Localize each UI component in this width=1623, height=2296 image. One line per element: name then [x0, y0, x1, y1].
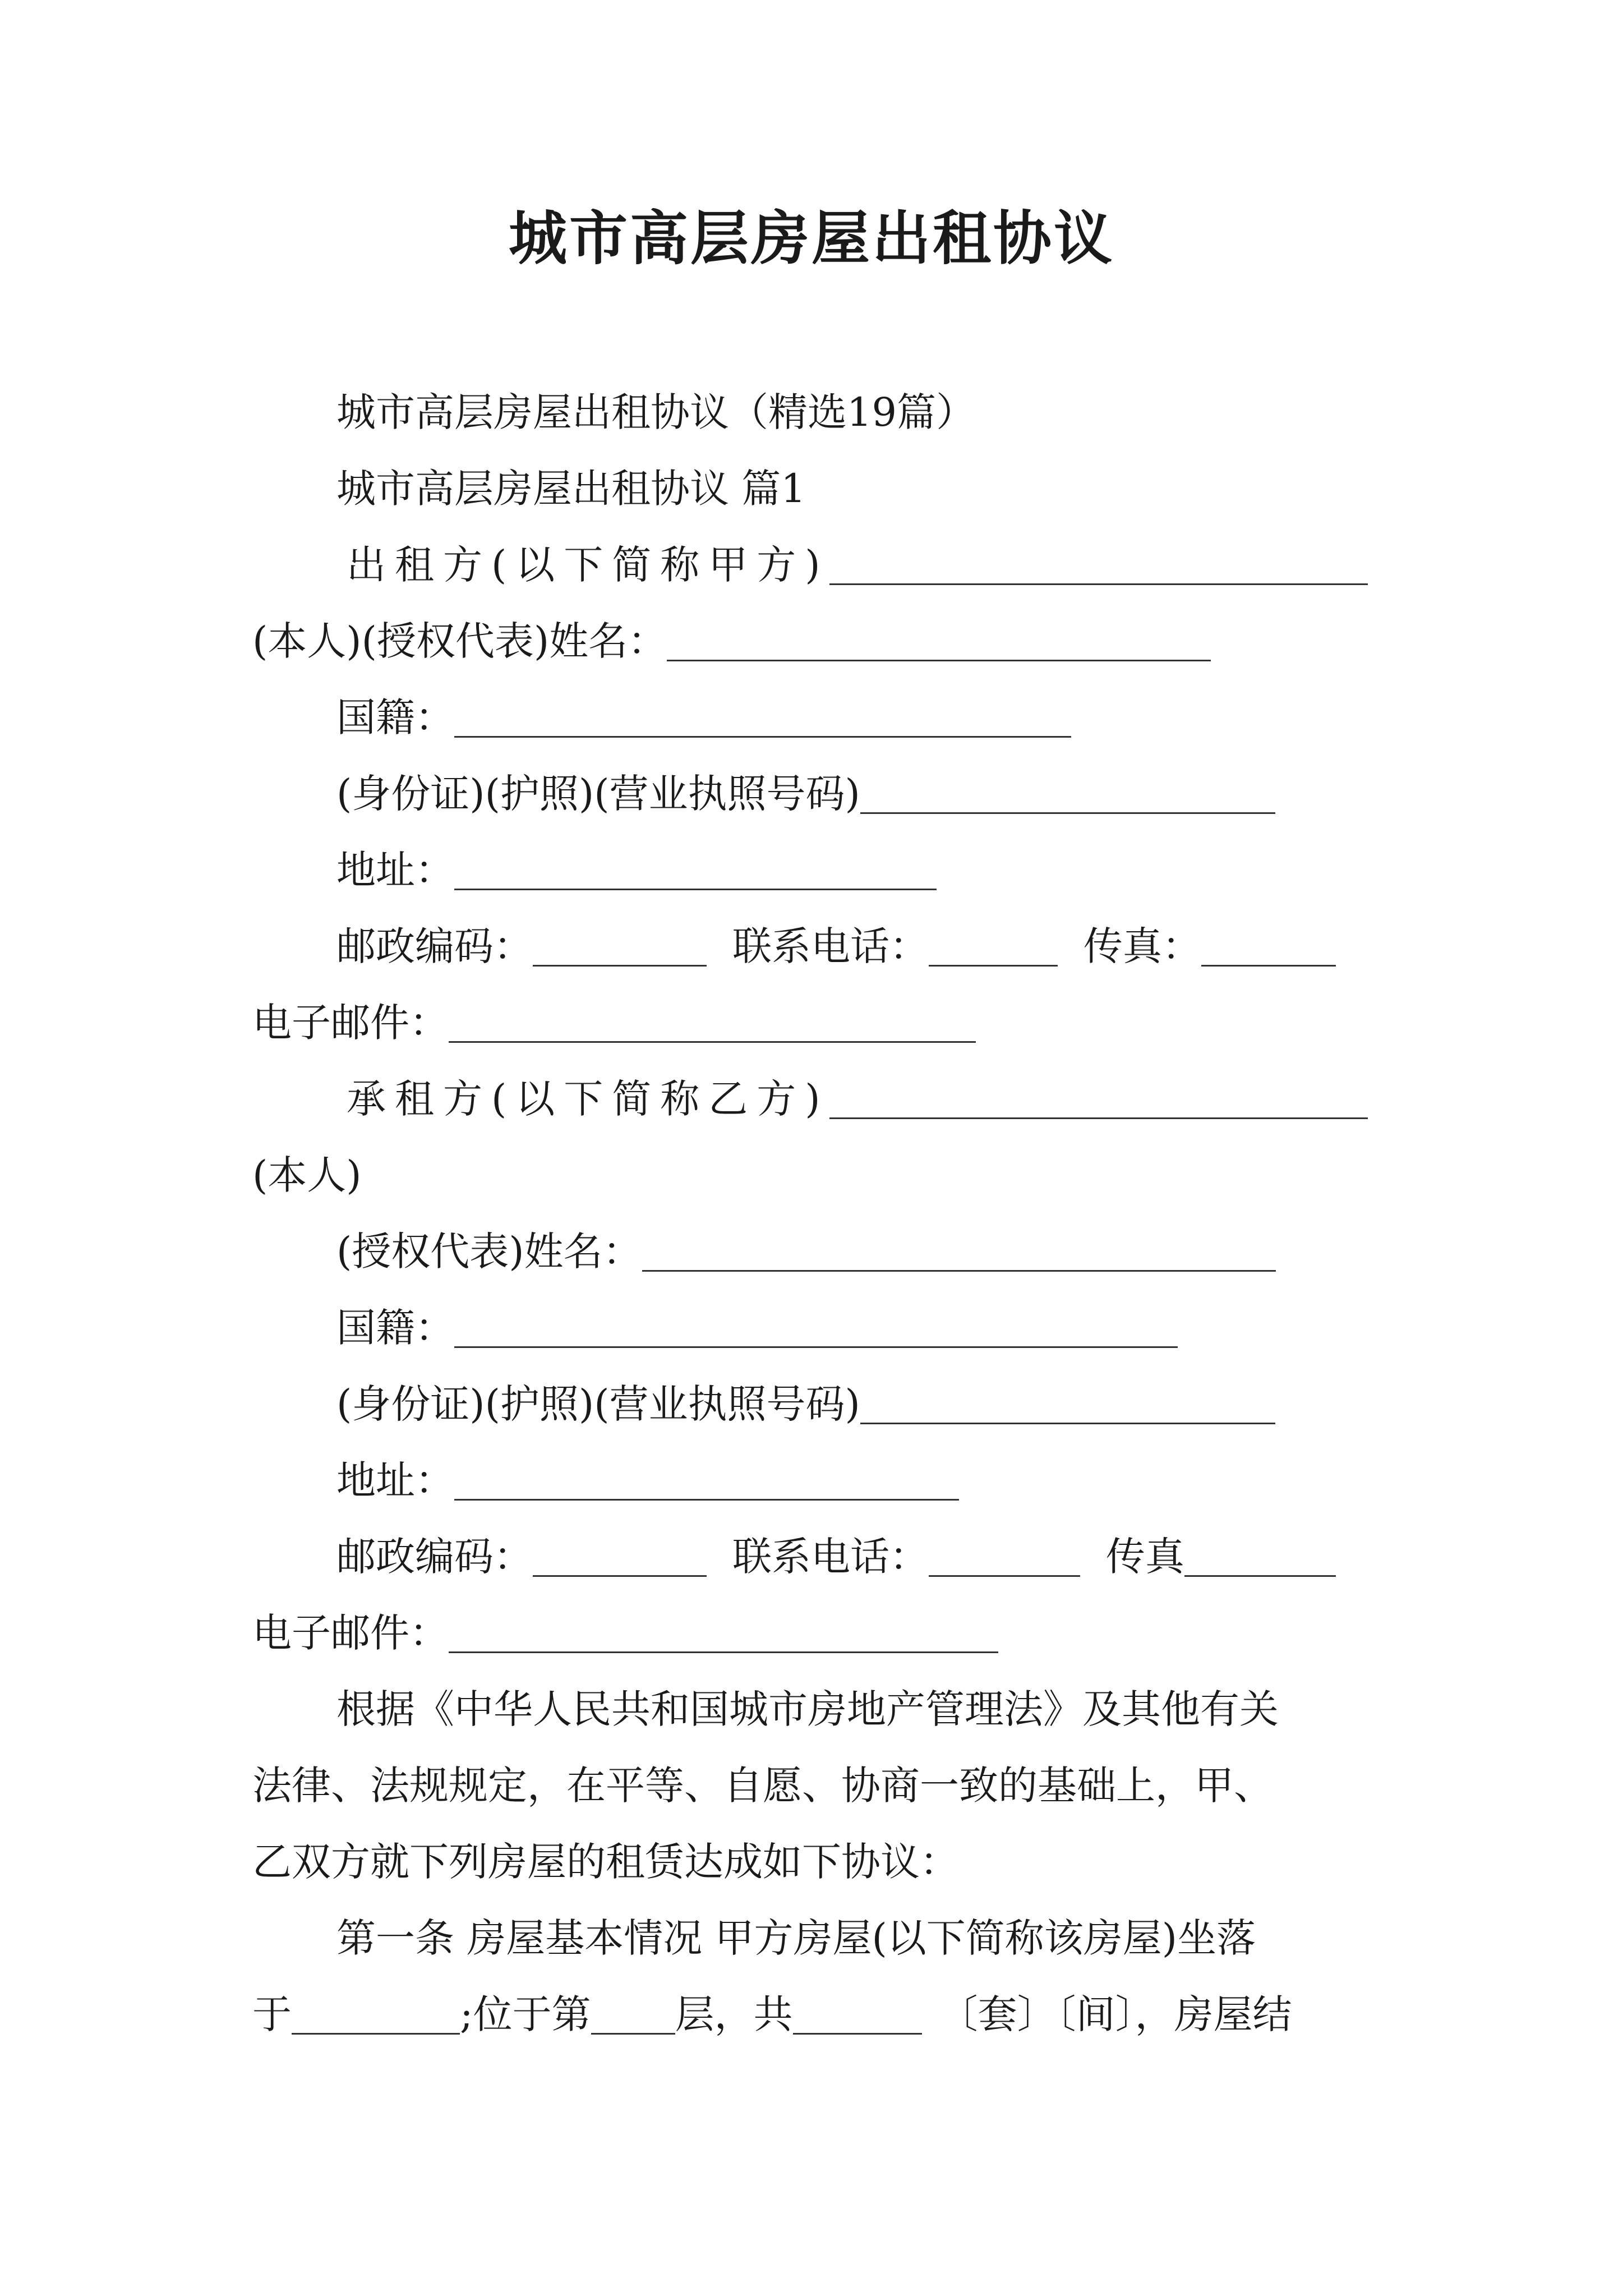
- lessee-address-line: 地址：: [336, 1455, 959, 1506]
- lessor-id-line: (身份证)(护照)(营业执照号码): [336, 769, 1275, 819]
- lessee-blank: [829, 1084, 1368, 1119]
- lessee-email-blank: [449, 1618, 998, 1653]
- lessee-contact-line: 邮政编码： 联系电话： 传真: [336, 1531, 1336, 1582]
- lessor-postcode-blank: [533, 931, 707, 967]
- lessee-address-blank: [454, 1465, 959, 1501]
- lessee-phone-blank: [929, 1542, 1080, 1577]
- article-1-line-2: 于 ;位于第 层，共 〔套〕〔间〕，房屋结: [252, 1991, 1292, 2037]
- lessor-address-blank: [454, 855, 937, 890]
- document-title: 城市高层房屋出租协议: [508, 204, 1114, 273]
- lessor-email-line: 电子邮件：: [252, 997, 976, 1048]
- lessor-name-line: (本人)(授权代表)姓名：: [252, 616, 1211, 666]
- subtitle: 城市高层房屋出租协议（精选19篇）: [336, 389, 976, 435]
- lessor-id-blank: [860, 779, 1275, 814]
- lessee-id-line: (身份证)(护照)(营业执照号码): [336, 1379, 1275, 1429]
- paragraph-line-3: 乙双方就下列房屋的租赁达成如下协议：: [252, 1839, 959, 1885]
- paragraph-line-2: 法律、法规规定，在平等、自愿、协商一致的基础上，甲、: [252, 1763, 1273, 1809]
- lessor-fax-blank: [1201, 931, 1336, 967]
- lessor-nationality-line: 国籍：: [336, 692, 1071, 743]
- lessor-contact-line: 邮政编码： 联系电话： 传真：: [336, 921, 1336, 972]
- article-1-line-1: 第一条 房屋基本情况 甲方房屋(以下简称该房屋)坐落: [336, 1915, 1256, 1961]
- lessor-email-blank: [449, 1007, 976, 1043]
- lessee-nationality-blank: [454, 1313, 1178, 1348]
- lessee-line: 承租方(以下简称乙方): [347, 1074, 1368, 1124]
- lessor-phone-blank: [929, 931, 1058, 967]
- lessee-nationality-line: 国籍：: [336, 1303, 1178, 1353]
- lessee-fax-blank: [1184, 1542, 1336, 1577]
- lessee-name-line: (授权代表)姓名：: [336, 1226, 1276, 1277]
- part-heading: 城市高层房屋出租协议 篇1: [336, 466, 806, 512]
- paragraph-line-1: 根据《中华人民共和国城市房地产管理法》及其他有关: [336, 1686, 1279, 1732]
- lessor-address-line: 地址：: [336, 845, 937, 895]
- units-blank: [793, 1999, 922, 2035]
- lessee-email-line: 电子邮件：: [252, 1608, 998, 1658]
- lessee-postcode-blank: [533, 1542, 707, 1577]
- lessee-id-blank: [860, 1389, 1275, 1424]
- lessee-name-blank: [642, 1236, 1276, 1272]
- location-blank: [292, 1999, 460, 2035]
- floor-blank: [591, 1999, 675, 2035]
- lessor-blank: [829, 550, 1368, 585]
- lessor-line: 出租方(以下简称甲方): [347, 540, 1368, 590]
- lessor-name-blank: [667, 626, 1211, 661]
- lessee-self-line: (本人): [252, 1152, 362, 1198]
- lessor-nationality-blank: [454, 702, 1071, 738]
